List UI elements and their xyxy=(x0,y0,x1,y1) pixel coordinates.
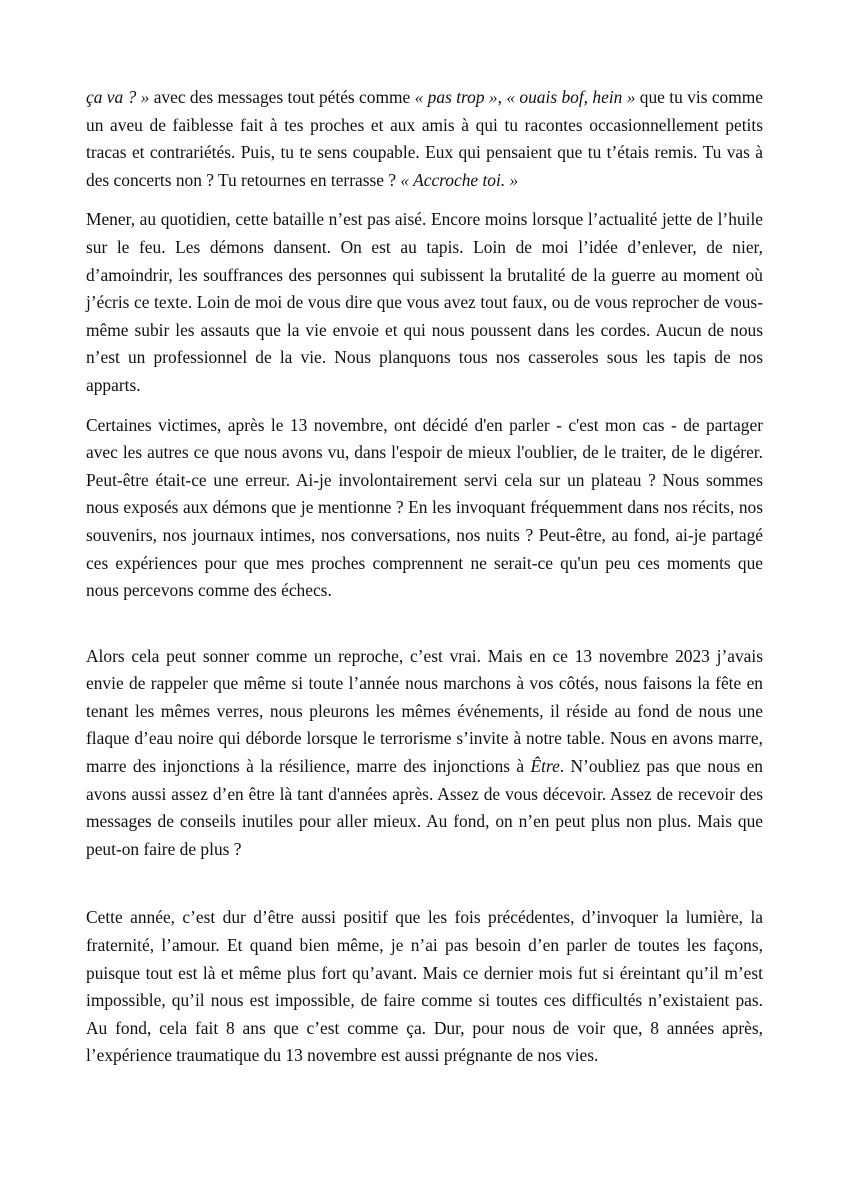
emphasis-etre: Être xyxy=(530,756,560,777)
quote-ca-va: ça va ? » xyxy=(86,87,150,107)
quote-pas-trop: « pas trop » xyxy=(414,87,498,107)
paragraph-2: Mener, au quotidien, cette bataille n’est pas aisé. Encore moins lorsque l’actualité jette de l’huile sur le feu. Les démons dansent. On est au tapis. Loin de moi l’idée d’enlever, de nier, d’amoindrir, les souffrances des personnes qui subissent la brutalité de la guerre au moment où j’écris ce texte. Loin de moi de vous dire que vous avez tout faux, ou de vous reprocher de vous-même subir les assauts que la vie envoie et qui nous poussent dans les cordes. Aucun de nous n’est un professionnel de la vie. Nous planquons tous nos casseroles sous les tapis de nos apparts. xyxy=(86,209,763,395)
paragraph-1-text-b: que tu vis comme un aveu de faiblesse fait à tes proches et aux amis à qui tu racontes occasionnellement petits tracas et contrariétés. Puis, tu te sens coupable. Eux qui pensaient que tu t’étais remis. Tu vas à des concerts non ? Tu retournes en terrasse ? xyxy=(86,87,764,190)
paragraph-4-text-a: Alors cela peut sonner comme un reproche, c’est vrai. Mais en ce 13 novembre 2023 j’avais envie de rappeler que même si toute l’année nous marchons à vos côtés, nous faisons la fête en tenant les mêmes verres, nous pleurons les mêmes événements, il réside au fond de nous une flaque d’eau noire qui déborde lorsque le terrorisme s’invite à notre table. Nous en avons marre, marre des injonctions à la résilience, marre des injonctions à xyxy=(86,645,763,777)
paragraph-1-text-a: avec des messages tout pétés comme xyxy=(149,87,415,107)
quote-accroche-toi: « Accroche toi. » xyxy=(400,169,519,190)
paragraph-1-comma: , xyxy=(497,87,507,107)
paragraph-5: Cette année, c’est dur d’être aussi positif que les fois précédentes, d’invoquer la lumière, la fraternité, l’amour. Et quand bien même, je n’ai pas besoin d’en parler de toutes les façons, puisque tout est là et même plus fort qu’avant. Mais ce dernier mois fut si éreintant qu’il m’est impossible, qu’il nous est impossible, de faire comme si toutes ces difficultés n’existaient pas. Au fond, cela fait 8 ans que c’est comme ça. Dur, pour nous de voir que, 8 années après, l’expérience traumatique du 13 novembre est aussi prégnante de nos vies. xyxy=(86,907,763,1066)
paragraph-3: Certaines victimes, après le 13 novembre, ont décidé d'en parler - c'est mon cas - de partager avec les autres ce que nous avons vu, dans l'espoir de mieux l'oublier, de le traiter, de le digérer. Peut-être était-ce une erreur. Ai-je involontairement servi cela sur un plateau ? Nous sommes nous exposés aux démons que je mentionne ? En les invoquant fréquemment dans nos récits, nos souvenirs, nos journaux intimes, nos conversations, nos nuits ? Peut-être, au fond, ai-je partagé ces expériences pour que mes proches comprennent ne serait-ce qu'un peu ces moments que nous percevons comme des échecs. xyxy=(86,414,763,601)
paragraph-4 xyxy=(86,643,763,864)
document-page xyxy=(86,84,763,1070)
paragraph-1 xyxy=(86,84,763,194)
paragraph-4-text-b: . N’oubliez pas que nous en avons aussi assez d’en être là tant d'années après. Assez de vous décevoir. Assez de recevoir des messages de conseils inutiles pour aller mieux. Au fond, on n’en peut plus non plus. Mais que peut-on faire de plus ? xyxy=(86,756,763,859)
quote-ouais-bof: « ouais bof, hein » xyxy=(506,87,636,107)
